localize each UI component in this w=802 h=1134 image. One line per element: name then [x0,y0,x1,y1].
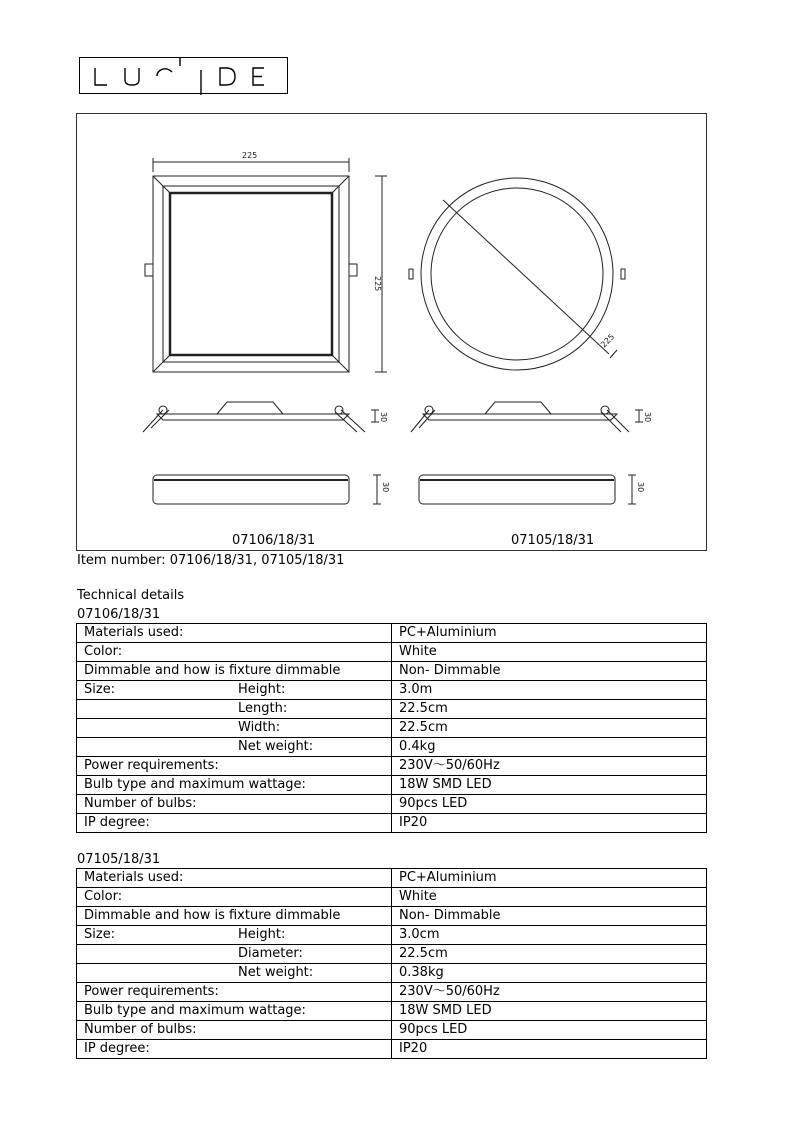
brand-logo [79,57,288,94]
spec-label-cell [77,907,392,926]
spec-value: IP20 [392,814,707,833]
table-row [77,681,707,700]
spec-label: Size: [84,682,116,697]
spec-label-cell [77,624,392,643]
spec-label-cell [77,776,392,795]
square-width-dim: 225 [242,151,258,160]
table-row [77,1040,707,1059]
table-row [77,757,707,776]
table-row [77,795,707,814]
spec-value: 230V～50/60Hz [392,983,707,1002]
spec-table-2 [76,868,707,1059]
table-row [77,700,707,719]
spec-label-cell [77,700,392,719]
table-row [77,1021,707,1040]
spec-value: 18W SMD LED [392,776,707,795]
caption-square: 07106/18/31 [232,533,316,548]
table-row [77,1002,707,1021]
table-row [77,624,707,643]
spec-value: 18W SMD LED [392,1002,707,1021]
spec-label-cell [77,1021,392,1040]
spec-value: 90pcs LED [392,1021,707,1040]
spec-value: White [392,888,707,907]
table-row [77,888,707,907]
spec-label-cell [77,814,392,833]
spec-label: Size: [84,927,116,942]
table-row [77,983,707,1002]
spec-label: Color: [84,889,123,904]
spec-value: 3.0cm [392,926,707,945]
technical-drawing [76,113,707,551]
spec-label: Number of bulbs: [84,796,197,811]
table-row [77,643,707,662]
spec-label-cell [77,926,392,945]
spec-sublabel: Height: [238,927,286,942]
spec-value: 0.38kg [392,964,707,983]
spec-label-cell [77,1040,392,1059]
spec-value: 90pcs LED [392,795,707,814]
logo-wordmark-icon [80,58,289,95]
spec-label-cell [77,795,392,814]
spec-label: Dimmable and how is fixture dimmable [84,908,341,923]
spec-sublabel: Net weight: [238,739,314,754]
square-height-dim: 225 [373,276,382,292]
spec-label: Bulb type and maximum wattage: [84,1003,306,1018]
spec-value: 22.5cm [392,700,707,719]
spec-value: Non- Dimmable [392,662,707,681]
spec-value: 0.4kg [392,738,707,757]
spec-sublabel: Height: [238,682,286,697]
product-code-2: 07105/18/31 [77,852,161,867]
table-row [77,964,707,983]
spec-value: 22.5cm [392,945,707,964]
spec-label-cell [77,869,392,888]
spec-value: 22.5cm [392,719,707,738]
spec-label: Color: [84,644,123,659]
spec-label-cell [77,662,392,681]
fixture-drawing [77,114,708,552]
spec-sublabel: Width: [238,720,281,735]
round-profile-height-dim: 30 [636,482,645,493]
technical-heading: Technical details [77,588,185,603]
spec-label: Dimmable and how is fixture dimmable [84,663,341,678]
table-row [77,738,707,757]
spec-label-cell [77,1002,392,1021]
spec-label: IP degree: [84,815,150,830]
spec-sublabel: Diameter: [238,946,303,961]
table-row [77,926,707,945]
spec-label-cell [77,738,392,757]
spec-label-cell [77,719,392,738]
spec-label: Bulb type and maximum wattage: [84,777,306,792]
round-diameter-dim: 225 [599,332,617,350]
spec-sublabel: Length: [238,701,288,716]
table-row [77,719,707,738]
spec-label: IP degree: [84,1041,150,1056]
spec-label-cell [77,757,392,776]
spec-value: 230V～50/60Hz [392,757,707,776]
square-side-height-dim: 30 [379,412,388,423]
table-row [77,662,707,681]
table-row [77,776,707,795]
table-row [77,814,707,833]
spec-value: Non- Dimmable [392,907,707,926]
spec-label-cell [77,643,392,662]
spec-label: Power requirements: [84,758,219,773]
spec-label-cell [77,681,392,700]
product-code-1: 07106/18/31 [77,607,161,622]
spec-label: Power requirements: [84,984,219,999]
spec-table-1 [76,623,707,833]
item-number: Item number: 07106/18/31, 07105/18/31 [77,553,345,568]
square-profile-height-dim: 30 [381,482,390,493]
spec-label-cell [77,983,392,1002]
spec-sublabel: Net weight: [238,965,314,980]
spec-value: PC+Aluminium [392,624,707,643]
table-row [77,907,707,926]
spec-value: 3.0m [392,681,707,700]
caption-round: 07105/18/31 [511,533,595,548]
spec-label: Materials used: [84,625,184,640]
table-row [77,945,707,964]
spec-label: Materials used: [84,870,184,885]
spec-value: PC+Aluminium [392,869,707,888]
spec-label-cell [77,888,392,907]
spec-value: IP20 [392,1040,707,1059]
spec-label-cell [77,964,392,983]
spec-label-cell [77,945,392,964]
spec-value: White [392,643,707,662]
table-row [77,869,707,888]
round-side-height-dim: 30 [643,412,652,423]
spec-label: Number of bulbs: [84,1022,197,1037]
